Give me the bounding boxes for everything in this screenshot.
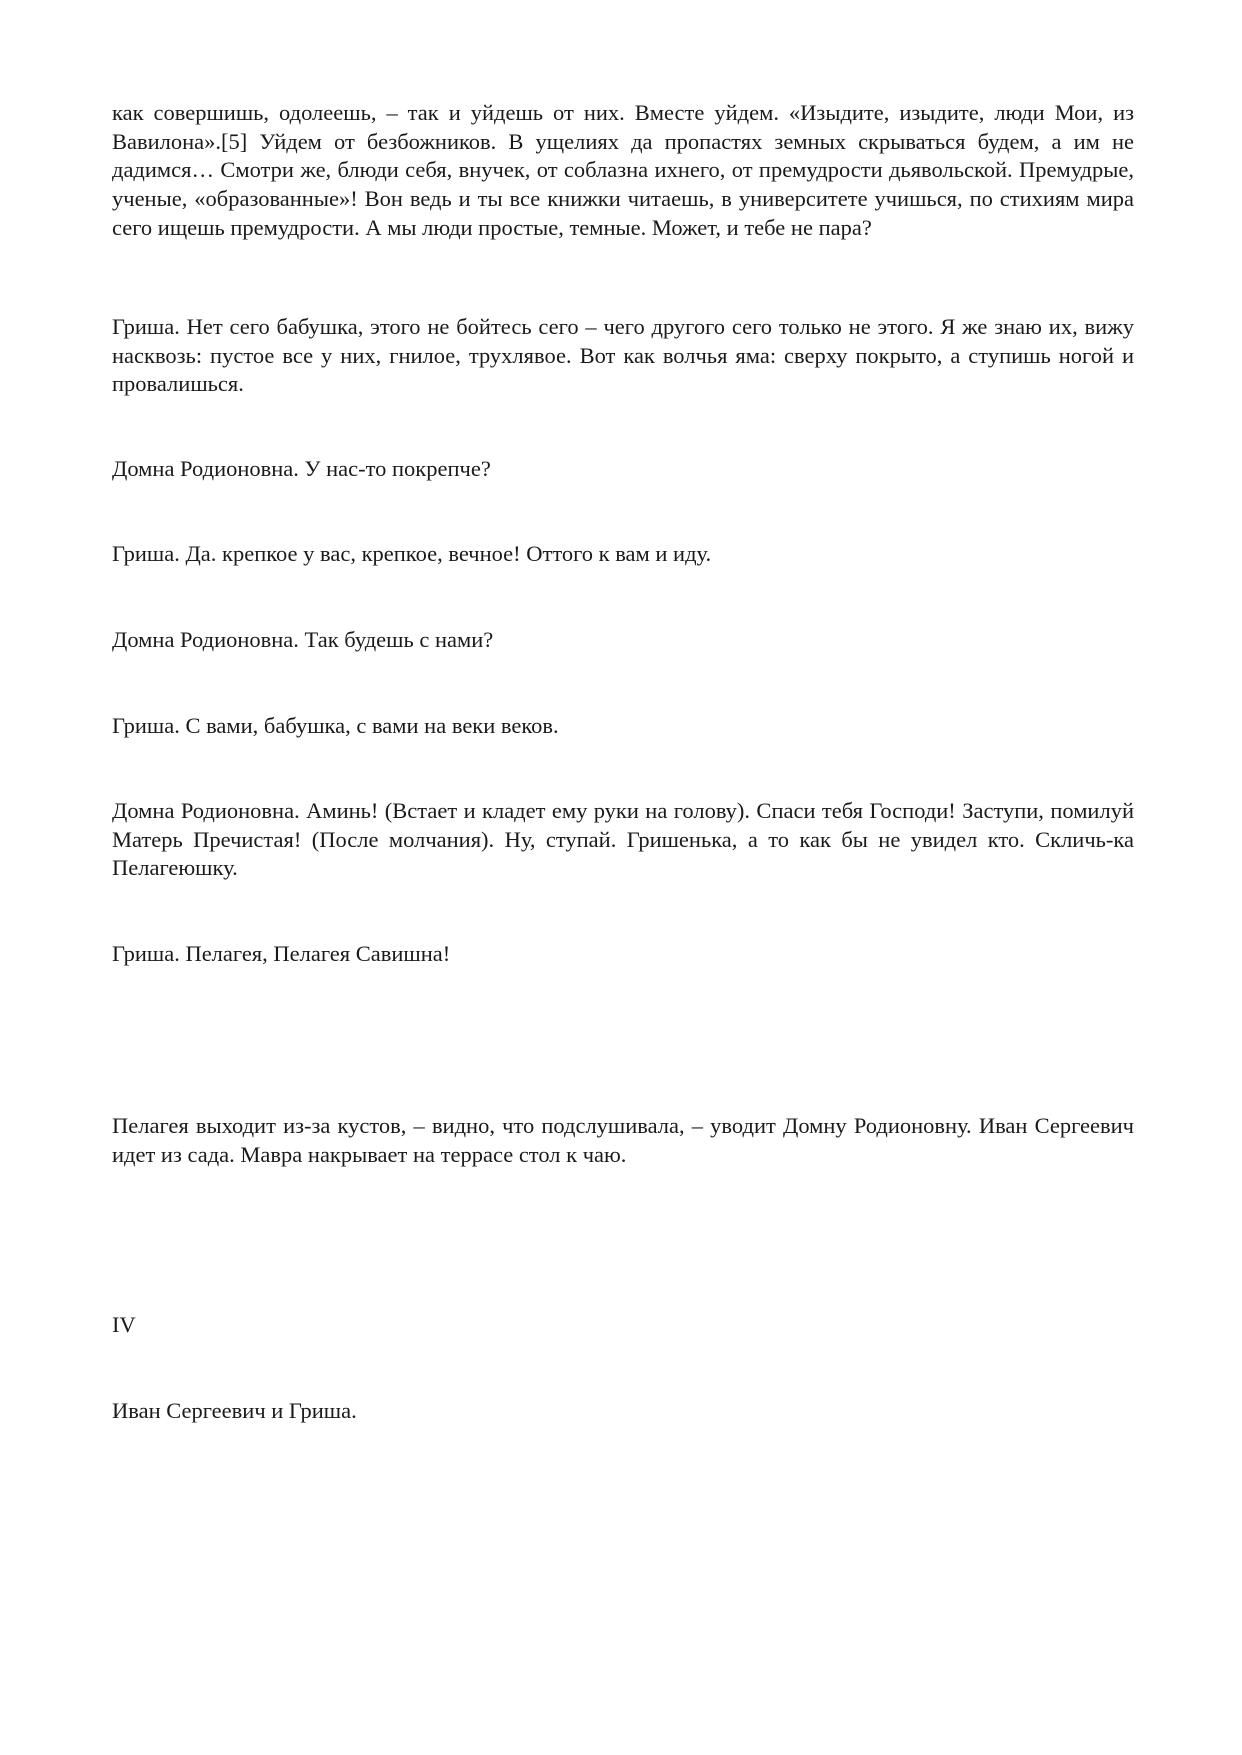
- paragraph-domna-question-1: Домна Родионовна. У нас-то покрепче?: [112, 456, 491, 481]
- paragraph-domna-question-2: Домна Родионовна. Так будешь с нами?: [112, 627, 494, 652]
- paragraph-domna-blessing: Домна Родионовна. Аминь! (Встает и кладет ему руки на голову). Спаси тебя Господи! Заступи, помилуй Матерь Пречистая! (После молчания). Ну, ступай. Гришенька, а то как бы не увидел кто. Скличь-ка Пелагеюшку.: [112, 798, 1134, 881]
- paragraph-domna-speech-continued: как совершишь, одолеешь, – так и уйдешь от них. Вместе уйдем. «Изыдите, изыдите, люди Мои, из Вавилона».[5] Уйдем от безбожников. В ущелиях да пропастях земных скрываться будем, а им не дадимся… Смотри же, блюди себя, внучек, от соблазна ихнего, от премудрости дьявольской. Премудрые, ученые, «образованные»! Вон ведь и ты все книжки читаешь, в университете учишься, по стихиям мира сего ищешь премудрости. А мы люди простые, темные. Может, и тебе не пара?: [112, 100, 1134, 240]
- paragraph-grisha-reply-3: Гриша. С вами, бабушка, с вами на веки веков.: [112, 713, 559, 738]
- paragraph-grisha-reply-1: Гриша. Нет сего бабушка, этого не бойтесь сего – чего другого сего только не этого. Я же знаю их, вижу насквозь: пустое все у них, гнилое, трухлявое. Вот как волчья яма: сверху покрыто, а ступишь ногой и провалишься.: [112, 314, 1134, 397]
- scene-number-heading: IV: [112, 1312, 136, 1337]
- paragraph-grisha-reply-2: Гриша. Да. крепкое у вас, крепкое, вечное! Оттого к вам и иду.: [112, 541, 712, 566]
- scene-characters: Иван Сергеевич и Гриша.: [112, 1398, 357, 1423]
- paragraph-stage-direction: Пелагея выходит из-за кустов, – видно, что подслушивала, – уводит Домну Родионовну. Иван Сергеевич идет из сада. Мавра накрывает на террасе стол к чаю.: [112, 1113, 1134, 1167]
- paragraph-grisha-calls: Гриша. Пелагея, Пелагея Савишна!: [112, 941, 451, 966]
